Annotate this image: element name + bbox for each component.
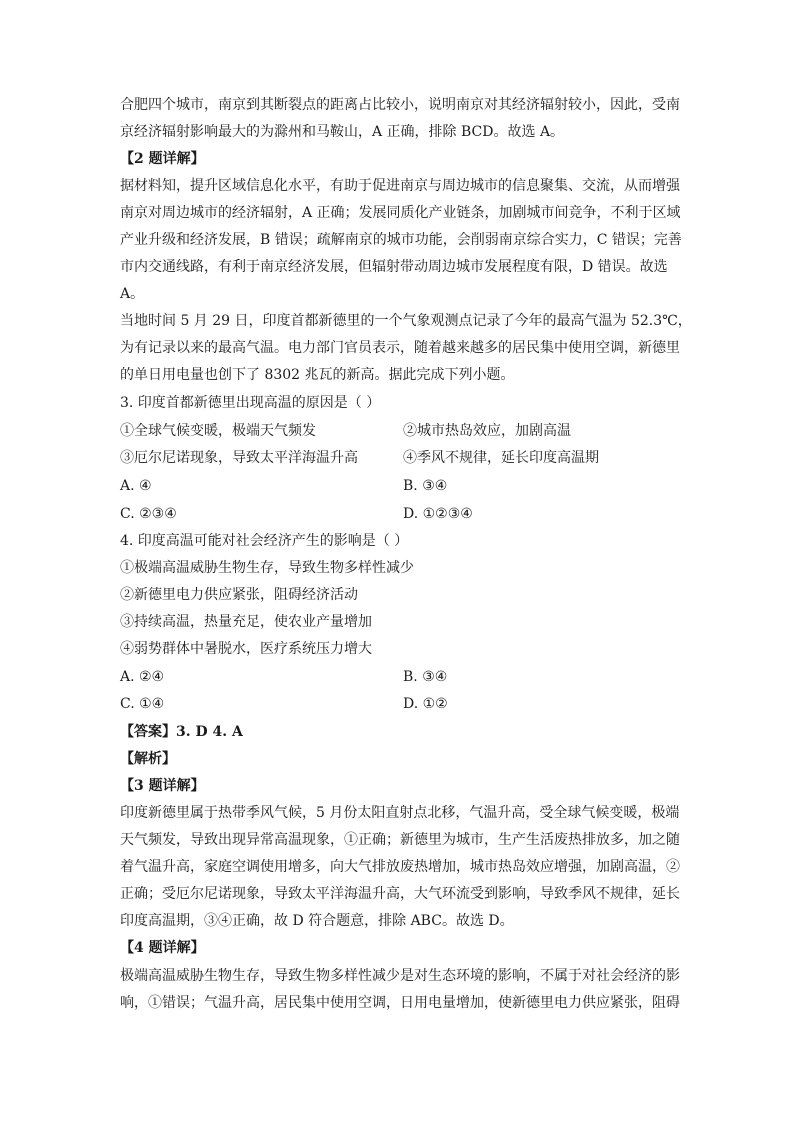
q3-statement-4: ④季风不规律，延长印度高温期 — [403, 450, 599, 466]
q3-detail-line-4: 正确；受厄尔尼诺现象，导致太平洋海温升高，大气环流受到影响，导致季风不规律，延长 — [120, 886, 680, 902]
q3-option-c: C. ②③④ — [120, 506, 177, 522]
material-line-2: 为有记录以来的最高气温。电力部门官员表示，随着越来越多的居民集中使用空调，新德里 — [120, 340, 680, 356]
q2-detail-line-2: 南京对周边城市的经济辐射，A 正确；发展同质化产业链条，加剧城市间竞争，不利于区域 — [120, 205, 681, 221]
analysis-heading: 【解析】 — [120, 751, 176, 767]
q4-statement-4: ④弱势群体中暑脱水，医疗系统压力增大 — [120, 641, 372, 657]
q3-detail-line-5: 印度高温期，③④正确，故 D 符合题意，排除 ABC。故选 D。 — [120, 913, 514, 929]
material-line-1: 当地时间 5 月 29 日，印度首都新德里的一个气象观测点记录了今年的最高气温为 52.3℃， — [120, 313, 692, 329]
question-3-stem: 3. 印度首都新德里出现高温的原因是（ ） — [120, 395, 381, 411]
q2-detail-line-1: 据材料知，提升区域信息化水平，有助于促进南京与周边城市的信息聚集、交流，从而增强 — [120, 178, 680, 194]
q3-option-a: A. ④ — [120, 478, 152, 494]
question-4-stem: 4. 印度高温可能对社会经济产生的影响是（ ） — [120, 533, 409, 549]
q4-statement-2: ②新德里电力供应紧张，阻碍经济活动 — [120, 587, 358, 603]
q4-detail-line-1: 极端高温威胁生物生存，导致生物多样性减少是对生态环境的影响，不属于对社会经济的影 — [120, 968, 680, 984]
material-line-3: 的单日用电量也创下了 8302 兆瓦的新高。据此完成下列小题。 — [120, 367, 515, 383]
q4-option-b: B. ③④ — [403, 669, 448, 685]
q3-option-b: B. ③④ — [403, 478, 448, 494]
q3-statement-3: ③厄尔尼诺现象，导致太平洋海温升高 — [120, 450, 358, 466]
q4-detail-line-2: 响，①错误；气温升高，居民集中使用空调，日用电量增加，使新德里电力供应紧张，阻碍 — [120, 995, 680, 1011]
answer-line: 【答案】3. D 4. A — [120, 724, 243, 740]
q4-option-a: A. ②④ — [120, 669, 165, 685]
q4-statement-1: ①极端高温威胁生物生存，导致生物多样性减少 — [120, 560, 414, 576]
q2-detail-line-3: 产业升级和经济发展，B 错误；疏解南京的城市功能，会削弱南京综合实力，C 错误；完善 — [120, 232, 682, 248]
q2-detail-line-5: A。 — [120, 286, 145, 302]
q3-detail-line-1: 印度新德里属于热带季风气候，5 月份太阳直射点北移，气温升高，受全球气候变暖，极端 — [120, 805, 680, 821]
q3-option-d: D. ①②③④ — [403, 506, 473, 522]
q3-statement-2: ②城市热岛效应，加剧高温 — [403, 423, 571, 439]
q3-detail-line-3: 着气温升高，家庭空调使用增多，向大气排放废热增加，城市热岛效应增强，加剧高温，② — [120, 859, 680, 875]
intro-line-1: 合肥四个城市，南京到其断裂点的距离占比较小，说明南京对其经济辐射较小，因此，受南 — [120, 97, 680, 113]
q4-statement-3: ③持续高温，热量充足，使农业产量增加 — [120, 614, 372, 630]
q3-statement-1: ①全球气候变暖，极端天气频发 — [120, 423, 316, 439]
q4-detail-heading: 【4 题详解】 — [120, 940, 205, 956]
q4-option-d: D. ①② — [403, 696, 448, 712]
intro-line-2: 京经济辐射影响最大的为滁州和马鞍山，A 正确，排除 BCD。故选 A。 — [120, 124, 565, 140]
q4-option-c: C. ①④ — [120, 696, 165, 712]
q2-detail-line-4: 市内交通线路，有利于南京经济发展，但辐射带动周边城市发展程度有限，D 错误。故选 — [120, 259, 668, 275]
q3-detail-line-2: 天气频发，导致出现异常高温现象，①正确；新德里为城市，生产生活废热排放多，加之随 — [120, 832, 680, 848]
q2-detail-heading: 【2 题详解】 — [120, 151, 205, 167]
q3-detail-heading: 【3 题详解】 — [120, 778, 205, 794]
